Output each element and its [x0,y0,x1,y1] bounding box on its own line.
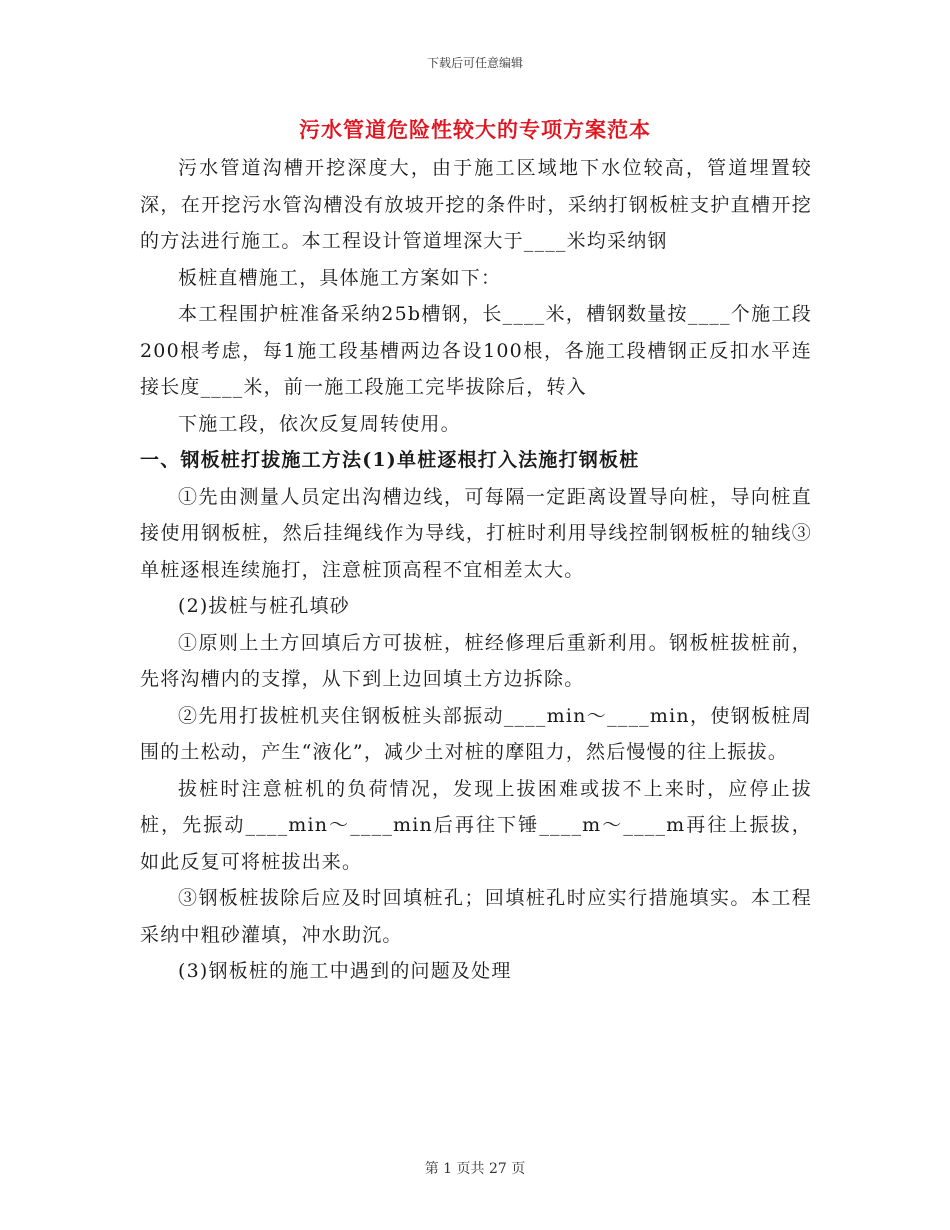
subsection-heading: (2)拔桩与桩孔填砂 [178,595,350,617]
paragraph: 污水管道沟槽开挖深度大，由于施工区域地下水位较高，管道埋置较深，在开挖污水管沟槽没有放坡开挖的条件时，采纳打钢板桩支护直槽开挖的方法进行施工。本工程设计管道埋深大于____米均采纳钢 [140,157,812,252]
section-heading: 一、钢板桩打拔施工方法(1)单桩逐根打入法施打钢板桩 [140,449,640,471]
paragraph: 本工程围护桩准备采纳25b槽钢，长____米，槽钢数量按____个施工段200根考虑，每1施工段基槽两边各设100根，各施工段槽钢正反扣水平连接长度____米，前一施工段施工完毕拔除后，转入 [140,303,812,398]
paragraph: 拔桩时注意桩机的负荷情况，发现上拔困难或拔不上来时，应停止拔桩，先振动____min～____min后再往下锤____m～____m再往上振拔，如此反复可将桩拔出来。 [140,777,812,873]
paragraph: ①先由测量人员定出沟槽边线，可每隔一定距离设置导向桩，导向桩直接使用钢板桩，然后挂绳线作为导线，打桩时利用导线控制钢板桩的轴线③单桩逐根连续施打，注意桩顶高程不宜相差太大。 [140,485,812,581]
subsection-heading: (3)钢板桩的施工中遇到的问题及处理 [178,960,512,982]
document-title: 污水管道危险性较大的专项方案范本 [299,117,651,142]
paragraph: ②先用打拔桩机夹住钢板桩头部振动____min～____min，使钢板桩周围的土松动，产生“液化”，减少土对桩的摩阻力，然后慢慢的往上振拔。 [140,704,812,763]
page-header: 下载后可任意编辑 [426,56,523,70]
paragraph: 板桩直槽施工，具体施工方案如下： [178,266,502,289]
paragraph: 下施工段，依次反复周转使用。 [178,412,461,435]
page-footer: 第 1 页共 27 页 [424,1161,526,1177]
document-body [140,150,812,990]
paragraph: ③钢板桩拔除后应及时回填桩孔；回填桩孔时应实行措施填实。本工程采纳中粗砂灌填，冲水助沉。 [140,887,812,946]
paragraph: ①原则上土方回填后方可拔桩，桩经修理后重新利用。钢板桩拔桩前，先将沟槽内的支撑，从下到上边回填土方边拆除。 [140,631,812,690]
